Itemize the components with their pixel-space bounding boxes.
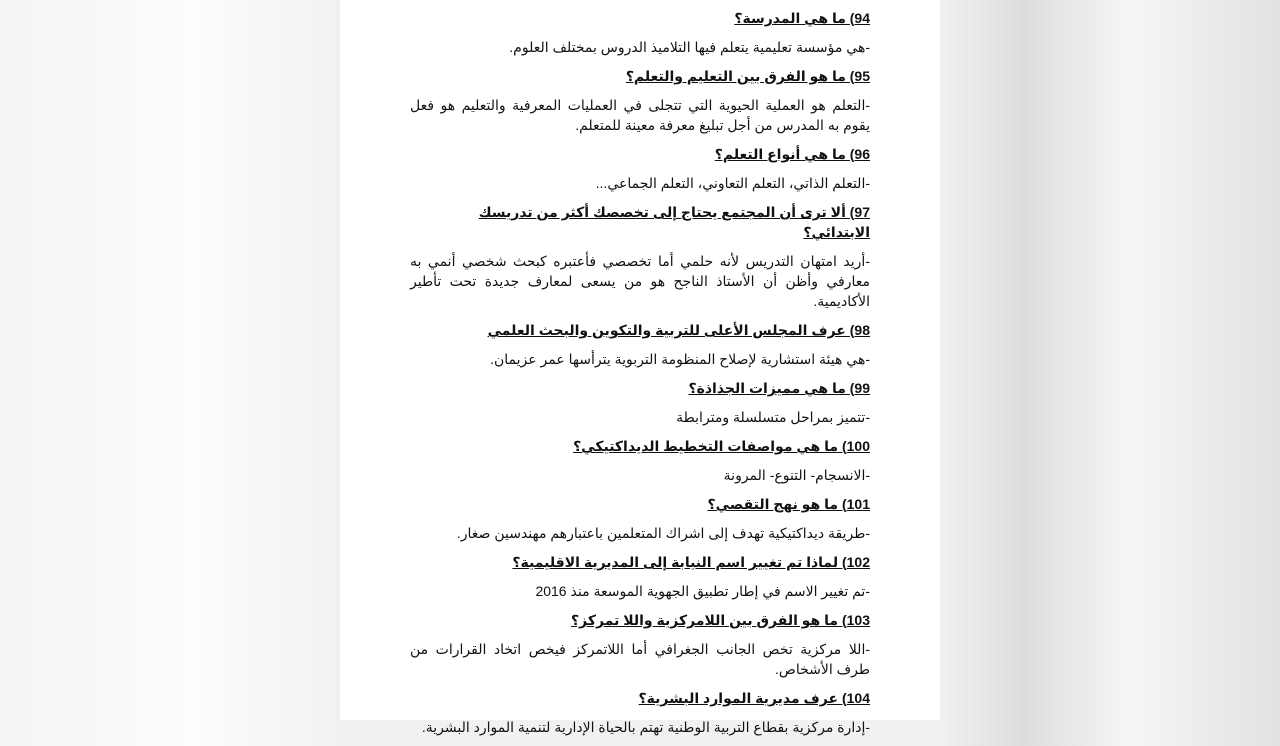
answer-text: -الانسجام- التنوع- المرونة <box>723 467 870 483</box>
answer-text: -التعلم هو العملية الحيوية التي تتجلى في العمليات المعرفية والتعليم هو فعل يقوم به المدرس من أجل تبليغ معرفة معينة للمتعلم. <box>410 97 870 133</box>
answer-text: -طريقة ديداكتيكية تهدف إلى اشراك المتعلمين باعتبارهم مهندسين صغار. <box>456 525 870 541</box>
question-heading: 95) ما هو الفرق بين التعليم والتعلم؟ <box>625 68 870 84</box>
question-heading: 97) ألا ترى أن المجتمع يحتاج إلى تخصصك أكثر من تدريسك الابتدائي؟ <box>478 204 870 240</box>
question-heading: 100) ما هي مواصفات التخطيط الديداكتيكي؟ <box>573 438 870 454</box>
answer-text: -أريد امتهان التدريس لأنه حلمي أما تخصصي فأعتبره كبحث شخصي أنمي به معارفي وأظن أن الأستاذ الناجح هو من يسعى لمعارف جديدة تحت تأطير الأكاديمية. <box>410 253 870 309</box>
question-heading: 98) عرف المجلس الأعلى للتربية والتكوين والبحث العلمي <box>487 322 870 338</box>
question-heading: 94) ما هي المدرسة؟ <box>734 10 870 26</box>
answer-text: -هي هيئة استشارية لإصلاح المنظومة التربوية يترأسها عمر عزيمان. <box>490 351 870 367</box>
question-heading: 104) عرف مديرية الموارد البشرية؟ <box>638 690 870 706</box>
answer-text: -إدارة مركزية بقطاع التربية الوطنية تهتم بالحياة الإدارية لتنمية الموارد البشرية. <box>421 719 870 735</box>
question-heading: 101) ما هو نهج التقصي؟ <box>707 496 870 512</box>
document-page <box>340 0 940 735</box>
answer-text: -التعلم الذاتي، التعلم التعاوني، التعلم الجماعي... <box>595 175 870 191</box>
question-heading: 102) لماذا تم تغيير اسم النيابة إلى المديرية الاقليمية؟ <box>512 554 870 570</box>
answer-text: -هي مؤسسة تعليمية يتعلم فيها التلاميذ الدروس بمختلف العلوم. <box>509 39 870 55</box>
question-heading: 99) ما هي مميزات الجذاذة؟ <box>688 380 870 396</box>
question-heading: 103) ما هو الفرق بين اللامركزية واللا تمركز؟ <box>571 612 870 628</box>
answer-text: -تم تغيير الاسم في إطار تطبيق الجهوية الموسعة منذ 2016 <box>535 583 870 599</box>
question-heading: 96) ما هي أنواع التعلم؟ <box>714 146 870 162</box>
qa-list <box>410 8 870 746</box>
answer-text: -اللا مركزية تخص الجانب الجغرافي أما اللاتمركز فيخص اتخاد القرارات من طرف الأشخاص. <box>410 641 870 677</box>
answer-text: -تتميز بمراحل متسلسلة ومترابطة <box>676 409 870 425</box>
